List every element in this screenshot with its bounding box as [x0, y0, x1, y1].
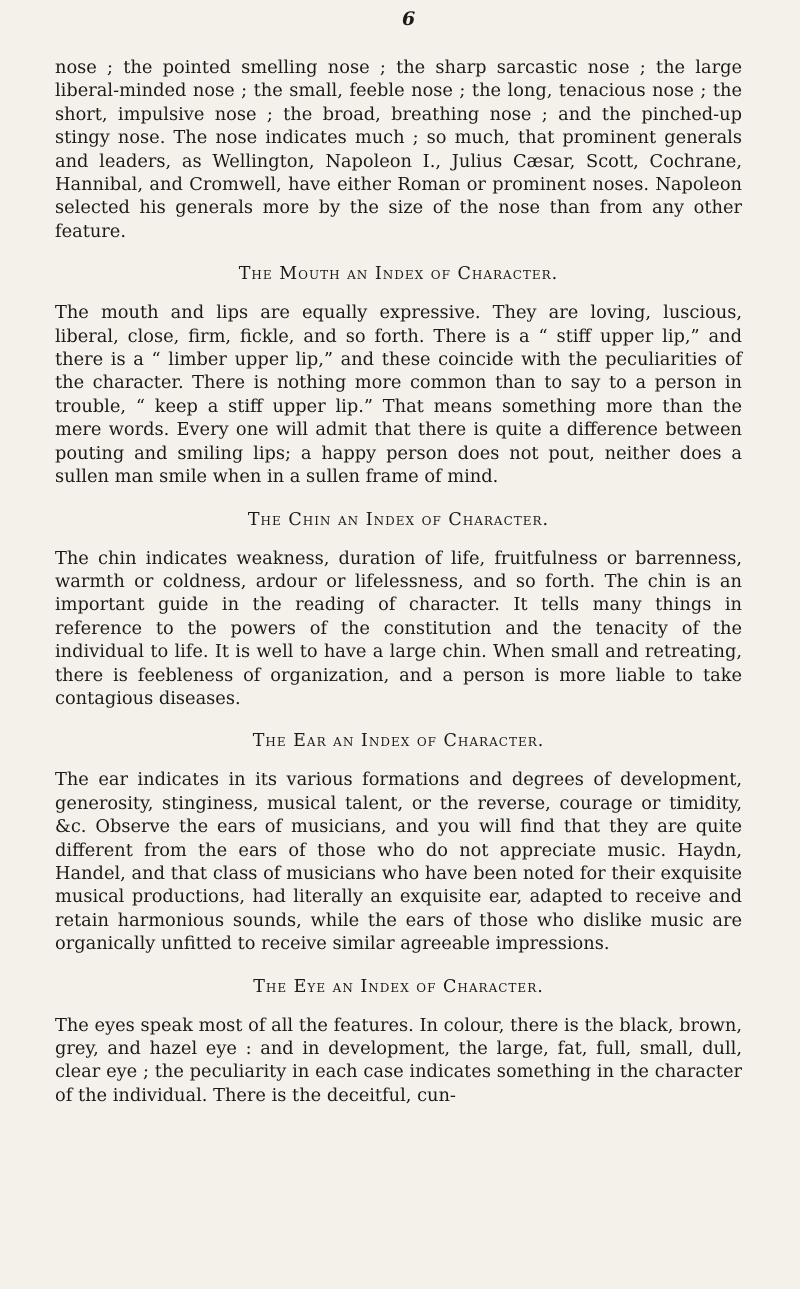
heading-eye: The Eye an Index of Character.: [253, 976, 544, 997]
paragraph-chin: The chin indicates weakness, duration of life, fruitfulness or barrenness, warmth or coldness, ardour or lifelessness, and so forth. The chin is an important guide in the reading of character. It tells many things in reference to the powers of the constitution and the tenacity of the individual to life. It is well to have a large chin. When small and retreating, there is feebleness of organization, and a person is more liable to take contagious diseases.: [55, 547, 742, 709]
paragraph-eye: The eyes speak most of all the features. In colour, there is the black, brown, grey, and hazel eye : and in development, the large, fat, full, small, dull, clear eye ; the peculiarity in each case indicates something in the character of the individual. There is the deceitful, cun-: [55, 1014, 742, 1106]
heading-ear: The Ear an Index of Character.: [252, 731, 545, 752]
paragraph-mouth: The mouth and lips are equally expressive. They are loving, luscious, liberal, close, firm, fickle, and so forth. There is a “ stiff upper lip,” and there is a “ limber upper lip,” and these coincide with the peculiarities of the character. There is nothing more common than to say to a person in trouble, “ keep a stiff upper lip.” That means something more than the mere words. Every one will admit that there is quite a difference between pouting and smiling lips; a happy person does not pout, neither does a sullen man smile when in a sullen frame of mind.: [55, 302, 742, 488]
paragraph-ear: The ear indicates in its various formations and degrees of development, generosity, stinginess, musical talent, or the reverse, courage or timidity, &c. Observe the ears of musicians, and you will find that they are quite different from the ears of those who do not appreciate music. Haydn, Handel, and that class of musicians who have been noted for their exquisite musical productions, had literally an exquisite ear, adapted to receive and retain harmonious sounds, while the ears of those who dislike music are organically unfitted to receive similar agreeable impressions.: [55, 769, 742, 955]
heading-chin: The Chin an Index of Character.: [247, 509, 550, 530]
paragraph-nose-continued: nose ; the pointed smelling nose ; the sharp sarcastic nose ; the large liberal-minded nose ; the small, feeble nose ; the long, tenacious nose ; the short, impulsive nose ; the broad, breathing nose ; and the pinched-up stingy nose. The nose indicates much ; so much, that prominent generals and leaders, as Wellington, Napoleon I., Julius Cæsar, Scott, Cochrane, Hannibal, and Cromwell, have either Roman or prominent noses. Napoleon selected his generals more by the size of the nose than from any other feature.: [55, 57, 742, 242]
heading-mouth: The Mouth an Index of Character.: [238, 264, 559, 285]
page-number: 6: [402, 8, 416, 30]
